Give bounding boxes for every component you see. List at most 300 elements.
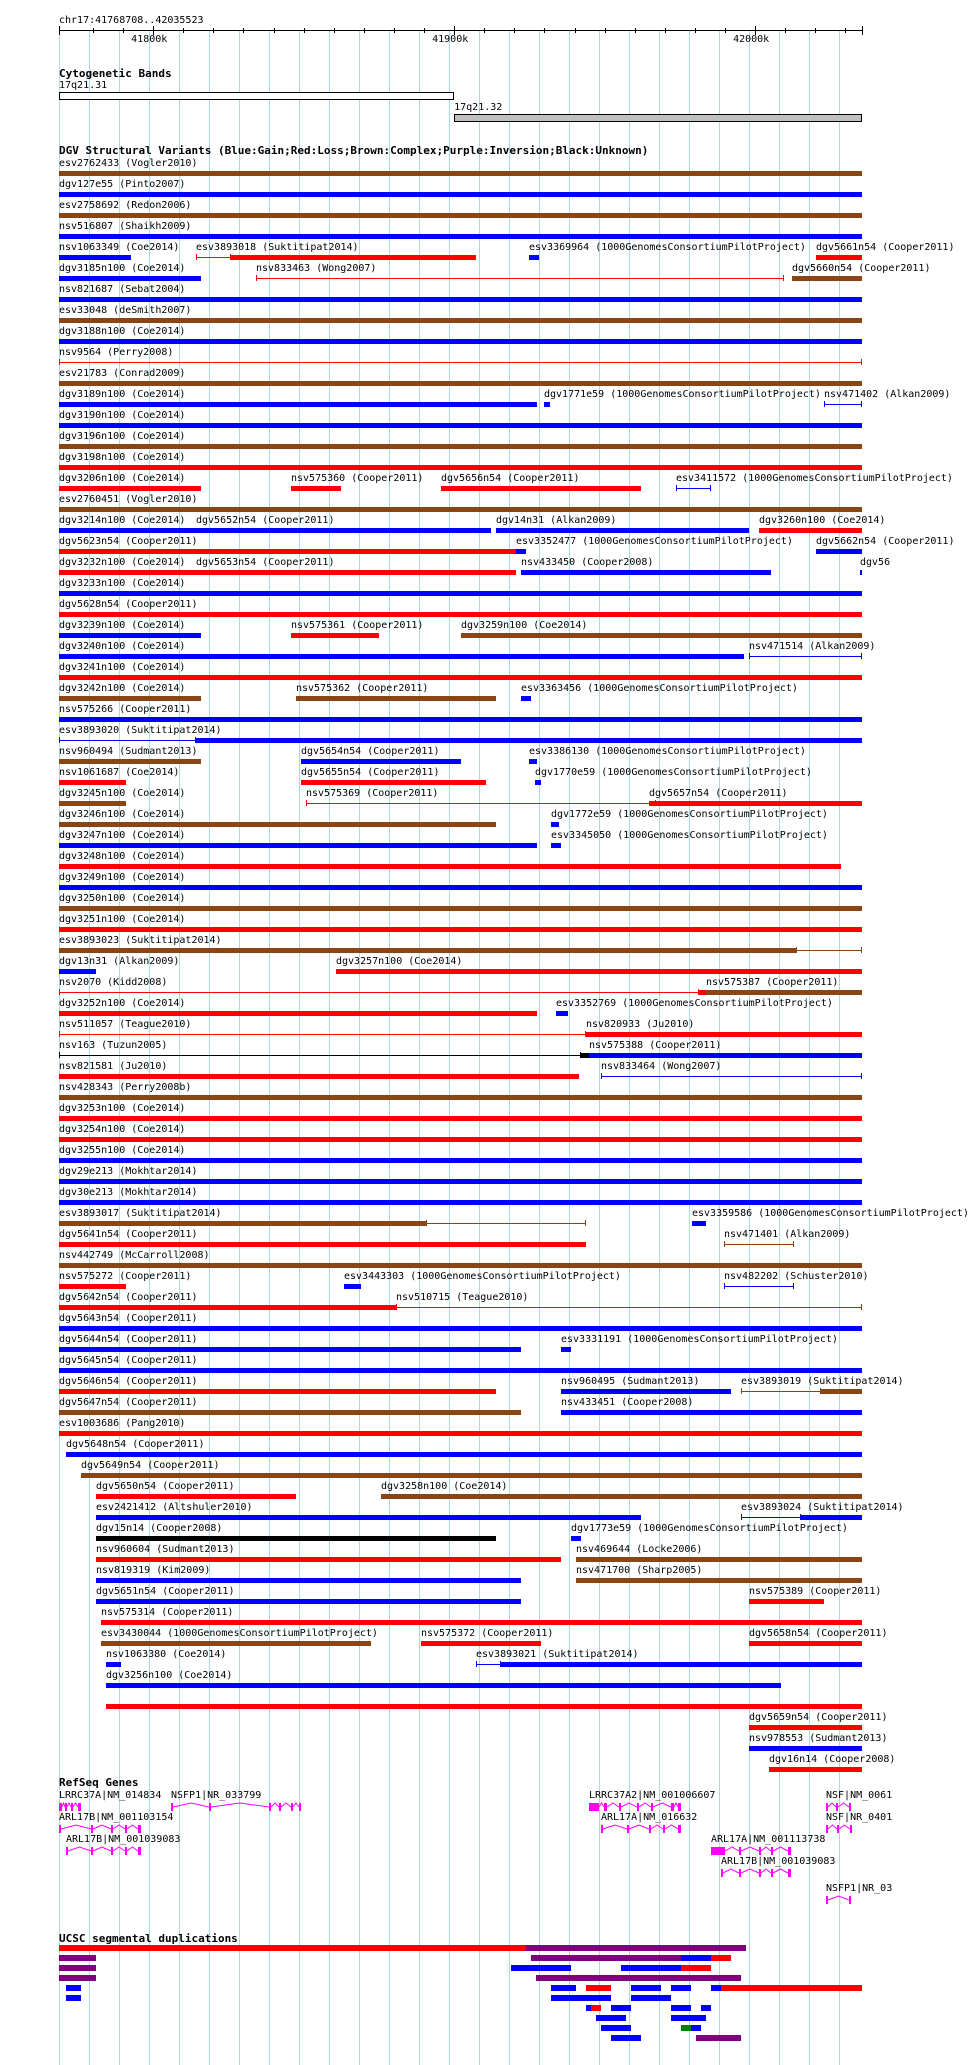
- variant-bar[interactable]: [59, 381, 862, 386]
- variant-label: dgv3188n100 (Coe2014): [59, 326, 186, 337]
- variant-bar[interactable]: [749, 1746, 862, 1751]
- variant-bar[interactable]: [59, 801, 126, 806]
- variant-bar[interactable]: [59, 717, 862, 722]
- exon-block: [678, 1825, 681, 1833]
- variant-bar[interactable]: [535, 780, 541, 785]
- variant-bar[interactable]: [59, 822, 496, 827]
- variant-end-tick: [796, 947, 797, 953]
- variant-bar[interactable]: [692, 1221, 706, 1226]
- variant-bar[interactable]: [551, 843, 561, 848]
- variant-bar[interactable]: [59, 1137, 862, 1142]
- variant-bar[interactable]: [59, 192, 862, 197]
- variant-thin-span[interactable]: [59, 740, 196, 741]
- variant-bar[interactable]: [59, 591, 862, 596]
- gene-label: ARL17B|NM_001103154: [59, 1812, 174, 1823]
- ruler-minor-tick: [635, 28, 636, 33]
- segdup-bar[interactable]: [596, 2015, 626, 2021]
- variant-bar[interactable]: [769, 1767, 862, 1772]
- variant-label: esv3411572 (1000GenomesConsortiumPilotProject): [676, 473, 953, 484]
- variant-bar[interactable]: [421, 1641, 541, 1646]
- variant-bar[interactable]: [821, 1389, 862, 1394]
- variant-label: nsv471700 (Sharp2005): [576, 1565, 703, 1576]
- variant-thin-span[interactable]: [59, 992, 699, 993]
- variant-label: nsv575369 (Cooper2011): [306, 788, 439, 799]
- ruler-minor-tick: [605, 28, 606, 33]
- segdup-bar[interactable]: [611, 2005, 631, 2011]
- variant-thin-span[interactable]: [426, 1223, 586, 1224]
- variant-label: nsv960494 (Sudmant2013): [59, 746, 198, 757]
- ruler-minor-tick: [93, 28, 94, 33]
- exon-block: [739, 1869, 741, 1877]
- variant-bar[interactable]: [561, 1347, 571, 1352]
- gene-model[interactable]: [59, 1802, 83, 1812]
- variant-thin-span[interactable]: [724, 1286, 794, 1287]
- variant-label: dgv3242n100 (Coe2014): [59, 683, 186, 694]
- variant-bar[interactable]: [301, 780, 486, 785]
- variant-bar[interactable]: [81, 1473, 862, 1478]
- variant-bar[interactable]: [101, 1641, 371, 1646]
- variant-bar[interactable]: [59, 969, 96, 974]
- variant-bar[interactable]: [59, 234, 862, 239]
- intron-line: [839, 1825, 850, 1829]
- variant-bar[interactable]: [59, 276, 201, 281]
- exon-block: [671, 1803, 674, 1811]
- variant-end-tick: [59, 1052, 60, 1058]
- gene-model[interactable]: [721, 1868, 793, 1878]
- segdups-title: UCSC segmental duplications: [59, 1932, 238, 1945]
- variant-bar[interactable]: [59, 213, 862, 218]
- gene-model[interactable]: [66, 1846, 143, 1856]
- variant-bar[interactable]: [59, 1242, 586, 1247]
- variant-bar[interactable]: [59, 1347, 521, 1352]
- variant-label: nsv960495 (Sudmant2013): [561, 1376, 700, 1387]
- variant-thin-span[interactable]: [741, 1391, 821, 1392]
- variant-bar[interactable]: [792, 276, 862, 281]
- variant-bar[interactable]: [96, 1494, 296, 1499]
- variant-bar[interactable]: [59, 864, 841, 869]
- segdup-bar[interactable]: [621, 1965, 681, 1971]
- variant-label: nsv471402 (Alkan2009): [824, 389, 951, 400]
- intron-line: [599, 1803, 604, 1807]
- variant-label: esv2758692 (Redon2006): [59, 200, 192, 211]
- variant-bar[interactable]: [496, 528, 749, 533]
- variant-bar[interactable]: [106, 1704, 862, 1709]
- variant-bar[interactable]: [551, 822, 559, 827]
- variant-label: nsv575387 (Cooper2011): [706, 977, 839, 988]
- ruler-minor-tick: [364, 28, 365, 33]
- variant-label: dgv5648n54 (Cooper2011): [66, 1439, 205, 1450]
- segdup-bar[interactable]: [59, 1975, 96, 1981]
- variant-label: dgv3196n100 (Coe2014): [59, 431, 186, 442]
- segdup-bar[interactable]: [526, 1945, 746, 1951]
- variant-bar[interactable]: [336, 969, 862, 974]
- variant-bar[interactable]: [59, 339, 862, 344]
- segdup-bar[interactable]: [611, 2035, 641, 2041]
- exon-block: [771, 1869, 773, 1877]
- variant-bar[interactable]: [106, 1683, 781, 1688]
- variant-end-tick: [306, 800, 307, 806]
- variant-label: nsv510715 (Teague2010): [396, 1292, 529, 1303]
- variant-bar[interactable]: [571, 1536, 581, 1541]
- variant-bar[interactable]: [816, 549, 862, 554]
- gene-model[interactable]: [826, 1895, 864, 1905]
- variant-bar[interactable]: [96, 1515, 641, 1520]
- intron-line: [653, 1803, 671, 1807]
- variant-label: dgv3256n100 (Coe2014): [106, 1670, 233, 1681]
- segdup-bar[interactable]: [711, 1955, 731, 1961]
- variant-end-tick: [476, 1661, 477, 1667]
- variant-thin-span[interactable]: [59, 362, 862, 363]
- variant-label: dgv5643n54 (Cooper2011): [59, 1313, 198, 1324]
- intron-line: [67, 1803, 71, 1807]
- exon-block: [721, 1869, 723, 1877]
- variant-end-tick: [426, 1220, 427, 1226]
- variant-thin-span[interactable]: [59, 1055, 581, 1056]
- variant-label: dgv1770e59 (1000GenomesConsortiumPilotProject): [535, 767, 812, 778]
- gene-label: LRRC37A|NM_014834: [59, 1790, 162, 1801]
- exon-block: [788, 1847, 791, 1855]
- variant-bar[interactable]: [96, 1578, 521, 1583]
- cytoband-bar[interactable]: [454, 114, 862, 122]
- variant-thin-span[interactable]: [476, 1664, 501, 1665]
- variant-label: esv3359586 (1000GenomesConsortiumPilotProject): [692, 1208, 969, 1219]
- exon-block: [111, 1825, 113, 1833]
- variant-bar[interactable]: [749, 1641, 862, 1646]
- variant-thin-span[interactable]: [724, 1244, 794, 1245]
- variant-thin-span[interactable]: [256, 278, 784, 279]
- variant-label: dgv16n14 (Cooper2008): [769, 1754, 896, 1765]
- variant-bar[interactable]: [101, 1620, 862, 1625]
- variant-label: dgv3251n100 (Coe2014): [59, 914, 186, 925]
- variant-bar[interactable]: [706, 990, 862, 995]
- grid-line: [749, 30, 750, 2065]
- variant-bar[interactable]: [59, 1410, 521, 1415]
- cytoband-bar[interactable]: [59, 92, 454, 100]
- gene-model[interactable]: [711, 1846, 793, 1856]
- variant-bar[interactable]: [59, 1221, 426, 1226]
- segdup-bar[interactable]: [696, 2035, 741, 2041]
- variant-bar[interactable]: [816, 255, 862, 260]
- segdup-bar[interactable]: [551, 1985, 576, 1991]
- variant-bar[interactable]: [59, 780, 126, 785]
- variant-bar[interactable]: [749, 1599, 824, 1604]
- variant-bar[interactable]: [59, 528, 201, 533]
- variant-label: dgv5649n54 (Cooper2011): [81, 1460, 220, 1471]
- variant-label: nsv575361 (Cooper2011): [291, 620, 424, 631]
- segdup-bar[interactable]: [59, 1945, 526, 1951]
- variant-label: esv3352477 (1000GenomesConsortiumPilotProject): [516, 536, 793, 547]
- variant-bar[interactable]: [301, 759, 461, 764]
- variant-bar[interactable]: [59, 1326, 862, 1331]
- ruler-minor-tick: [514, 28, 515, 33]
- variant-label: esv33048 (deSmith2007): [59, 305, 192, 316]
- variant-bar[interactable]: [96, 1557, 561, 1562]
- variant-bar[interactable]: [196, 528, 491, 533]
- variant-label: dgv5653n54 (Cooper2011): [196, 557, 335, 568]
- variant-bar[interactable]: [59, 948, 796, 953]
- variant-bar[interactable]: [59, 612, 862, 617]
- exon-block: [279, 1803, 281, 1811]
- variant-label: dgv5623n54 (Cooper2011): [59, 536, 198, 547]
- variant-label: esv2421412 (Altshuler2010): [96, 1502, 253, 1513]
- gene-model[interactable]: [171, 1802, 303, 1812]
- variant-bar[interactable]: [96, 1536, 496, 1541]
- variant-end-tick: [793, 1241, 794, 1247]
- variant-bar[interactable]: [59, 444, 862, 449]
- variant-label: dgv5654n54 (Cooper2011): [301, 746, 440, 757]
- segdup-bar[interactable]: [671, 2005, 691, 2011]
- variant-thin-span[interactable]: [396, 1307, 862, 1308]
- variant-bar[interactable]: [59, 1368, 862, 1373]
- segdup-bar[interactable]: [531, 1955, 681, 1961]
- variant-bar[interactable]: [516, 549, 526, 554]
- variant-bar[interactable]: [59, 696, 201, 701]
- variant-bar[interactable]: [66, 1452, 862, 1457]
- variant-label: dgv3252n100 (Coe2014): [59, 998, 186, 1009]
- segdup-bar[interactable]: [66, 1985, 81, 1991]
- segdup-bar[interactable]: [721, 1985, 862, 1991]
- variant-bar[interactable]: [344, 1284, 361, 1289]
- variant-bar[interactable]: [461, 633, 862, 638]
- variant-bar[interactable]: [381, 1494, 862, 1499]
- ruler-tick-label: 42000k: [733, 34, 770, 45]
- variant-end-tick: [793, 1283, 794, 1289]
- segdup-bar[interactable]: [681, 2025, 691, 2031]
- variant-bar[interactable]: [59, 1200, 862, 1205]
- variant-bar[interactable]: [196, 738, 862, 743]
- variant-bar[interactable]: [59, 1305, 396, 1310]
- segdup-bar[interactable]: [691, 2025, 701, 2031]
- segdup-bar[interactable]: [711, 1985, 721, 1991]
- segdup-bar[interactable]: [701, 2005, 711, 2011]
- variant-bar[interactable]: [291, 486, 341, 491]
- variant-thin-span[interactable]: [741, 1517, 801, 1518]
- variant-bar[interactable]: [231, 255, 476, 260]
- variant-end-tick: [59, 737, 60, 743]
- variant-label: dgv3258n100 (Coe2014): [381, 1481, 508, 1492]
- variant-bar[interactable]: [59, 906, 862, 911]
- variant-bar[interactable]: [59, 1263, 862, 1268]
- variant-bar[interactable]: [59, 654, 744, 659]
- gene-model[interactable]: [826, 1802, 864, 1812]
- intron-line: [773, 1869, 788, 1873]
- variant-label: dgv3198n100 (Coe2014): [59, 452, 186, 463]
- variant-bar[interactable]: [59, 1431, 862, 1436]
- variant-bar[interactable]: [801, 1515, 862, 1520]
- segdup-bar[interactable]: [66, 1995, 81, 2001]
- variant-label: dgv14n31 (Alkan2009): [496, 515, 617, 526]
- exon-block: [826, 1896, 828, 1904]
- variant-bar[interactable]: [59, 843, 537, 848]
- variant-bar[interactable]: [59, 675, 862, 680]
- variant-bar[interactable]: [441, 486, 641, 491]
- segdup-bar[interactable]: [671, 2015, 706, 2021]
- intron-line: [725, 1847, 739, 1851]
- variant-bar[interactable]: [59, 1389, 496, 1394]
- variant-label: esv2762433 (Vogler2010): [59, 158, 198, 169]
- intron-line: [741, 1869, 759, 1873]
- exon-block: [71, 1803, 73, 1811]
- variant-thin-span[interactable]: [824, 404, 862, 405]
- variant-label: esv21783 (Conrad2009): [59, 368, 186, 379]
- variant-bar[interactable]: [59, 465, 862, 470]
- variant-bar[interactable]: [59, 1011, 537, 1016]
- variant-label: dgv3253n100 (Coe2014): [59, 1103, 186, 1114]
- variant-bar[interactable]: [501, 1662, 862, 1667]
- segdup-bar[interactable]: [536, 1975, 741, 1981]
- grid-line: [299, 30, 300, 2065]
- exon-block: [91, 1825, 93, 1833]
- refseq-title: RefSeq Genes: [59, 1776, 139, 1789]
- gene-model[interactable]: [589, 1802, 683, 1812]
- variant-label: nsv9564 (Perry2008): [59, 347, 174, 358]
- variant-bar[interactable]: [521, 570, 771, 575]
- variant-label: dgv13n31 (Alkan2009): [59, 956, 180, 967]
- variant-bar[interactable]: [59, 402, 537, 407]
- variant-bar[interactable]: [556, 1011, 568, 1016]
- variant-thin-span[interactable]: [59, 1034, 586, 1035]
- variant-bar[interactable]: [59, 885, 862, 890]
- segdup-bar[interactable]: [631, 1995, 671, 2001]
- variant-bar[interactable]: [59, 633, 201, 638]
- variant-bar[interactable]: [296, 696, 496, 701]
- variant-bar[interactable]: [529, 759, 537, 764]
- segdup-bar[interactable]: [681, 1965, 711, 1971]
- segdup-bar[interactable]: [631, 1985, 661, 1991]
- variant-bar[interactable]: [59, 255, 131, 260]
- cytoband-label: 17q21.32: [454, 102, 503, 113]
- variant-bar[interactable]: [576, 1578, 862, 1583]
- variant-label: nsv433451 (Cooper2008): [561, 1397, 694, 1408]
- variant-label: dgv3260n100 (Coe2014): [759, 515, 886, 526]
- variant-label: esv3352769 (1000GenomesConsortiumPilotProject): [556, 998, 833, 1009]
- variant-bar[interactable]: [59, 1179, 862, 1184]
- variant-bar[interactable]: [59, 549, 516, 554]
- gene-model[interactable]: [601, 1824, 683, 1834]
- segdup-bar[interactable]: [59, 1955, 96, 1961]
- variant-bar[interactable]: [59, 507, 862, 512]
- ruler-minor-tick: [454, 28, 455, 33]
- variant-thin-span[interactable]: [306, 803, 656, 804]
- variant-label: dgv3214n100 (Coe2014): [59, 515, 186, 526]
- variant-bar[interactable]: [59, 1284, 126, 1289]
- exon-block: [651, 1803, 653, 1811]
- variant-bar[interactable]: [576, 1557, 862, 1562]
- ruler-minor-tick: [153, 28, 154, 33]
- variant-end-tick: [861, 1073, 862, 1079]
- variant-label: dgv5652n54 (Cooper2011): [196, 515, 335, 526]
- variant-end-tick: [601, 1073, 602, 1079]
- segdup-bar[interactable]: [59, 1965, 96, 1971]
- variant-label: dgv3255n100 (Coe2014): [59, 1145, 186, 1156]
- variant-bar[interactable]: [521, 696, 531, 701]
- variant-bar[interactable]: [59, 1074, 579, 1079]
- variant-bar[interactable]: [860, 570, 862, 575]
- variant-label: dgv3233n100 (Coe2014): [59, 578, 186, 589]
- exon-block: [589, 1803, 599, 1811]
- grid-line: [569, 30, 570, 2065]
- ruler-end-tick: [862, 26, 863, 35]
- variant-thin-span[interactable]: [749, 656, 862, 657]
- intron-line: [173, 1803, 209, 1807]
- segdup-bar[interactable]: [511, 1965, 571, 1971]
- variant-bar[interactable]: [59, 1095, 862, 1100]
- variant-label: dgv3190n100 (Coe2014): [59, 410, 186, 421]
- variant-label: dgv3247n100 (Coe2014): [59, 830, 186, 841]
- variant-label: esv3430044 (1000GenomesConsortiumPilotProject): [101, 1628, 378, 1639]
- variant-bar[interactable]: [529, 255, 539, 260]
- exon-block: [649, 1825, 651, 1833]
- variant-bar[interactable]: [59, 570, 201, 575]
- intron-line: [629, 1825, 649, 1829]
- variant-bar[interactable]: [196, 570, 516, 575]
- variant-bar[interactable]: [649, 801, 862, 806]
- intron-line: [93, 1825, 111, 1829]
- variant-thin-span[interactable]: [601, 1076, 862, 1077]
- variant-bar[interactable]: [59, 927, 862, 932]
- gene-model[interactable]: [59, 1824, 143, 1834]
- variant-thin-span[interactable]: [196, 257, 231, 258]
- variant-label: nsv163 (Tuzun2005): [59, 1040, 168, 1051]
- variant-bar[interactable]: [59, 1116, 862, 1121]
- variant-label: dgv1773e59 (1000GenomesConsortiumPilotProject): [571, 1523, 848, 1534]
- variant-bar[interactable]: [96, 1599, 521, 1604]
- ruler-minor-tick: [334, 28, 335, 33]
- variant-bar[interactable]: [589, 1053, 862, 1058]
- exon-block: [663, 1825, 665, 1833]
- variant-end-tick: [861, 653, 862, 659]
- variant-bar[interactable]: [59, 171, 862, 176]
- variant-bar[interactable]: [59, 297, 862, 302]
- variant-bar[interactable]: [749, 1725, 862, 1730]
- gene-label: ARL17B|NM_001039083: [721, 1856, 836, 1867]
- ruler-minor-tick: [695, 28, 696, 33]
- segdup-bar[interactable]: [591, 2005, 601, 2011]
- exon-block: [91, 1847, 93, 1855]
- variant-thin-span[interactable]: [676, 488, 711, 489]
- variant-bar[interactable]: [561, 1410, 862, 1415]
- variant-bar[interactable]: [544, 402, 550, 407]
- variant-bar[interactable]: [291, 633, 379, 638]
- grid-line: [479, 30, 480, 2065]
- segdup-bar[interactable]: [601, 2025, 631, 2031]
- variant-end-tick: [749, 653, 750, 659]
- variant-bar[interactable]: [106, 1662, 121, 1667]
- segdup-bar[interactable]: [671, 1985, 691, 1991]
- variant-label: esv3893017 (Suktitipat2014): [59, 1208, 222, 1219]
- segdup-bar[interactable]: [681, 1955, 711, 1961]
- variant-bar[interactable]: [59, 1158, 862, 1163]
- variant-bar[interactable]: [586, 1032, 862, 1037]
- variant-label: dgv30e213 (Mokhtar2014): [59, 1187, 198, 1198]
- variant-bar[interactable]: [59, 486, 201, 491]
- variant-label: dgv3245n100 (Coe2014): [59, 788, 186, 799]
- ruler-minor-tick: [665, 28, 666, 33]
- variant-bar[interactable]: [759, 528, 862, 533]
- variant-end-tick: [861, 359, 862, 365]
- segdup-bar[interactable]: [551, 1995, 611, 2001]
- variant-bar[interactable]: [59, 759, 201, 764]
- variant-thin-span[interactable]: [796, 950, 862, 951]
- variant-bar[interactable]: [59, 318, 862, 323]
- variant-label: dgv5660n54 (Cooper2011): [792, 263, 931, 274]
- segdup-bar[interactable]: [586, 1985, 611, 1991]
- variant-bar[interactable]: [59, 423, 862, 428]
- exon-block: [850, 1825, 852, 1833]
- intron-line: [723, 1869, 739, 1873]
- variant-bar[interactable]: [561, 1389, 731, 1394]
- gene-model[interactable]: [826, 1824, 864, 1834]
